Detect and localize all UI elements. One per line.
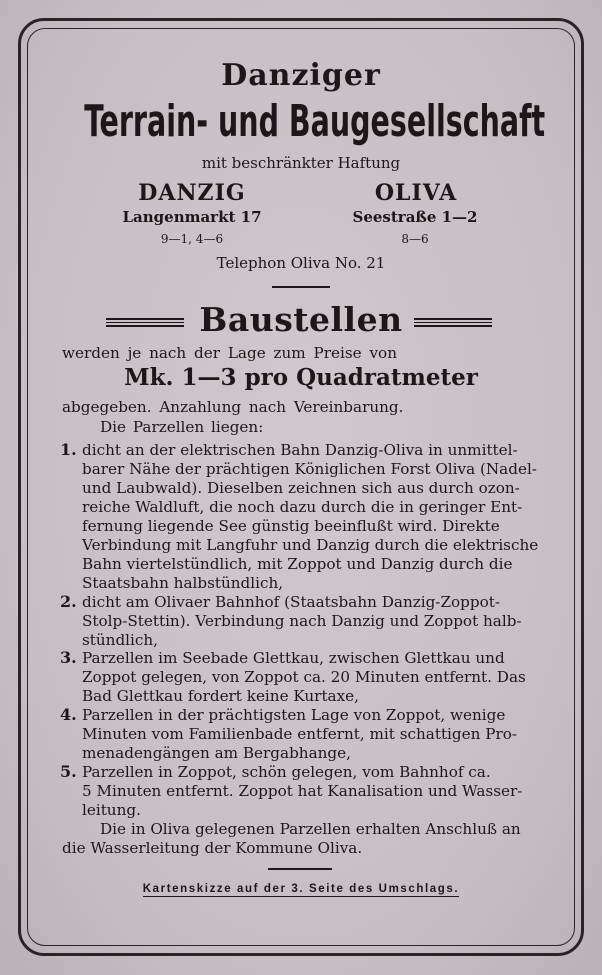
list-item-line: leitung. bbox=[82, 801, 141, 819]
list-item-line: Staatsbahn halbstündlich, bbox=[82, 574, 284, 592]
company-legal-form: mit beschränkter Haftung bbox=[201, 154, 401, 172]
list-item-line: reiche Waldluft, die noch dazu durch die in geringer Ent- bbox=[82, 498, 523, 516]
list-item-line: barer Nähe der prächtigen Königlichen Forst Oliva (Nadel- bbox=[82, 460, 537, 478]
office-danzig-address: Langenmarkt 17 bbox=[122, 208, 262, 226]
price-line: Mk. 1—3 pro Quadratmeter bbox=[124, 364, 478, 391]
closing-line: Die in Oliva gelegenen Parzellen erhalten Anschluß an bbox=[100, 820, 521, 838]
office-danzig-city: DANZIG bbox=[138, 180, 246, 206]
list-item-line: und Laubwald). Dieselben zeichnen sich aus durch ozon- bbox=[82, 479, 520, 497]
intro-line: werden je nach der Lage zum Preise von bbox=[62, 344, 397, 362]
list-item-line: Bad Glettkau fordert keine Kurtaxe, bbox=[82, 687, 359, 705]
divider-top bbox=[272, 286, 330, 288]
list-item-line: Bahn viertelstündlich, mit Zoppot und Danzig durch die bbox=[82, 555, 513, 573]
list-item-line: Zoppot gelegen, von Zoppot ca. 20 Minuten entfernt. Das bbox=[82, 668, 526, 686]
office-oliva-hours: 8—6 bbox=[401, 232, 429, 246]
footer-text: Kartenskizze auf der 3. Seite des Umschlags. bbox=[142, 883, 460, 895]
closing-line: die Wasserleitung der Kommune Oliva. bbox=[62, 839, 363, 857]
list-item-number: 3. bbox=[60, 648, 77, 667]
office-danzig-hours: 9—1, 4—6 bbox=[160, 232, 224, 246]
company-name-line1: Danziger bbox=[221, 58, 381, 93]
list-item-line: Parzellen im Seebade Glettkau, zwischen Glettkau und bbox=[82, 649, 505, 667]
list-item-line: stündlich, bbox=[82, 631, 159, 649]
intro-line: Die Parzellen liegen: bbox=[100, 418, 264, 436]
list-item-line: dicht am Olivaer Bahnhof (Staatsbahn Danzig-Zoppot- bbox=[82, 593, 500, 611]
list-item-number: 2. bbox=[60, 592, 77, 611]
ornament-right bbox=[414, 318, 492, 327]
list-item-line: Parzellen in der prächtigsten Lage von Zoppot, wenige bbox=[82, 706, 506, 724]
divider-bottom bbox=[268, 868, 332, 870]
office-oliva-address: Seestraße 1—2 bbox=[352, 208, 478, 226]
list-item-line: menadengängen am Bergabhange, bbox=[82, 744, 351, 762]
office-oliva-city: OLIVA bbox=[374, 180, 458, 206]
telephone: Telephon Oliva No. 21 bbox=[216, 254, 386, 272]
list-item-line: fernung liegende See günstig beeinflußt wird. Direkte bbox=[82, 517, 500, 535]
list-item-number: 5. bbox=[60, 762, 77, 781]
list-item-line: 5 Minuten entfernt. Zoppot hat Kanalisation und Wasser- bbox=[82, 782, 523, 800]
list-item-line: dicht an der elektrischen Bahn Danzig-Oliva in unmittel- bbox=[82, 441, 518, 459]
list-item-number: 1. bbox=[60, 440, 77, 459]
list-item-line: Stolp-Stettin). Verbindung nach Danzig und Zoppot halb- bbox=[82, 612, 522, 630]
list-item-number: 4. bbox=[60, 705, 77, 724]
list-item-line: Minuten vom Familienbade entfernt, mit schattigen Pro- bbox=[82, 725, 517, 743]
heading-baustellen: Baustellen bbox=[199, 300, 403, 339]
intro-line: abgegeben. Anzahlung nach Vereinbarung. bbox=[62, 398, 404, 416]
company-name-line2: Terrain- und Baugesellschaft bbox=[84, 96, 546, 147]
list-item-line: Verbindung mit Langfuhr und Danzig durch die elektrische bbox=[82, 536, 539, 554]
footer-note bbox=[0, 883, 602, 895]
list-item-line: Parzellen in Zoppot, schön gelegen, vom Bahnhof ca. bbox=[82, 763, 491, 781]
